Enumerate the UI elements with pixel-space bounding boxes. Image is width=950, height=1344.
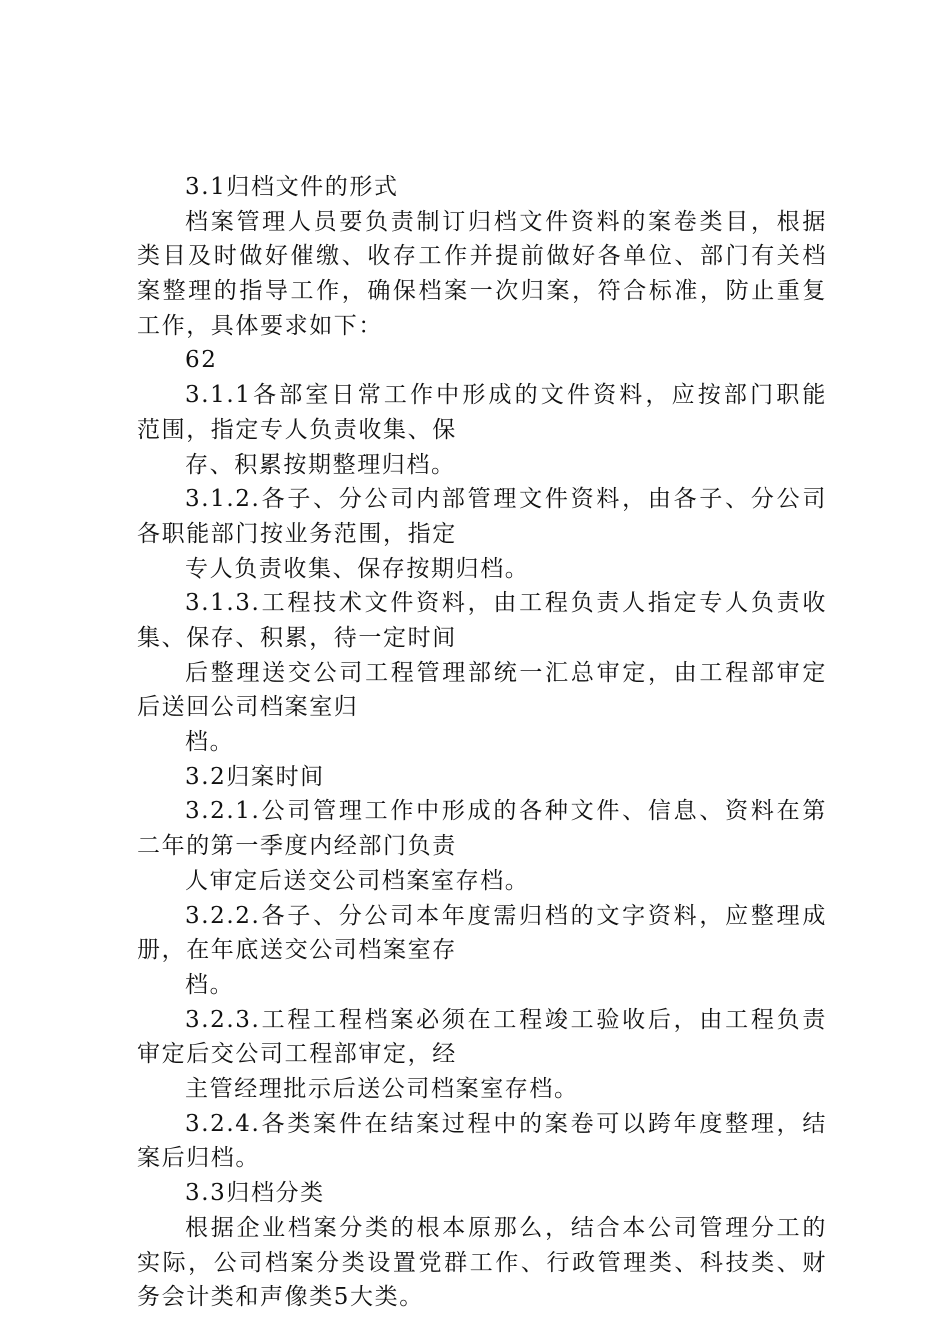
document-body [137, 170, 827, 1315]
text-line: 后整理送交公司工程管理部统一汇总审定，由工程部审定 [185, 659, 827, 686]
text-line: 3.2归案时间 [185, 763, 325, 790]
text-line: 人审定后送交公司档案室存档。 [185, 867, 530, 894]
text-line: 存、积累按期整理归档。 [185, 451, 456, 478]
text-line: 3.1归档文件的形式 [185, 174, 399, 200]
text-line: 62 [185, 347, 218, 374]
text-line: 专人负责收集、保存按期归档。 [185, 555, 530, 582]
text-line: 册，在年底送交公司档案室存 [137, 937, 457, 964]
text-line: 3.2.2.各子、分公司本年度需归档的文字资料，应整理成 [185, 902, 827, 929]
text-line: 工作，具体要求如下： [137, 312, 383, 339]
text-line: 档。 [185, 971, 235, 998]
text-line: 根据企业档案分类的根本原那么，结合本公司管理分工的 [185, 1214, 827, 1241]
text-line: 类目及时做好催缴、收存工作并提前做好各单位、部门有关档 [137, 243, 827, 270]
text-line: 档。 [185, 729, 235, 756]
text-line: 档案管理人员要负责制订归档文件资料的案卷类目，根据 [185, 208, 827, 235]
text-line: 3.2.1.公司管理工作中形成的各种文件、信息、资料在第 [185, 798, 827, 825]
text-line: 案整理的指导工作，确保档案一次归案，符合标准，防止重复 [137, 278, 827, 305]
text-line: 3.1.2.各子、分公司内部管理文件资料，由各子、分公司 [185, 486, 827, 513]
text-line: 二年的第一季度内经部门负责 [137, 833, 457, 860]
text-line: 后送回公司档案室归 [137, 694, 359, 721]
text-line: 主管经理批示后送公司档案室存档。 [185, 1076, 579, 1103]
text-line: 3.2.4.各类案件在结案过程中的案卷可以跨年度整理，结 [185, 1110, 827, 1137]
text-line: 3.3归档分类 [185, 1180, 325, 1207]
text-line: 3.2.3.工程工程档案必须在工程竣工验收后，由工程负责 [185, 1006, 827, 1033]
text-line: 审定后交公司工程部审定，经 [137, 1041, 457, 1068]
text-line: 各职能部门按业务范围，指定 [137, 520, 457, 547]
text-line: 务会计类和声像类5大类。 [137, 1284, 424, 1311]
text-line: 3.1.1各部室日常工作中形成的文件资料，应按部门职能 [185, 382, 827, 409]
text-line: 3.1.3.工程技术文件资料，由工程负责人指定专人负责收 [185, 590, 827, 617]
text-line: 案后归档。 [137, 1145, 260, 1172]
text-line: 范围，指定专人负责收集、保 [137, 416, 457, 443]
text-line: 实际，公司档案分类设置党群工作、行政管理类、科技类、财 [137, 1249, 827, 1276]
text-line: 集、保存、积累，待一定时间 [137, 625, 457, 652]
